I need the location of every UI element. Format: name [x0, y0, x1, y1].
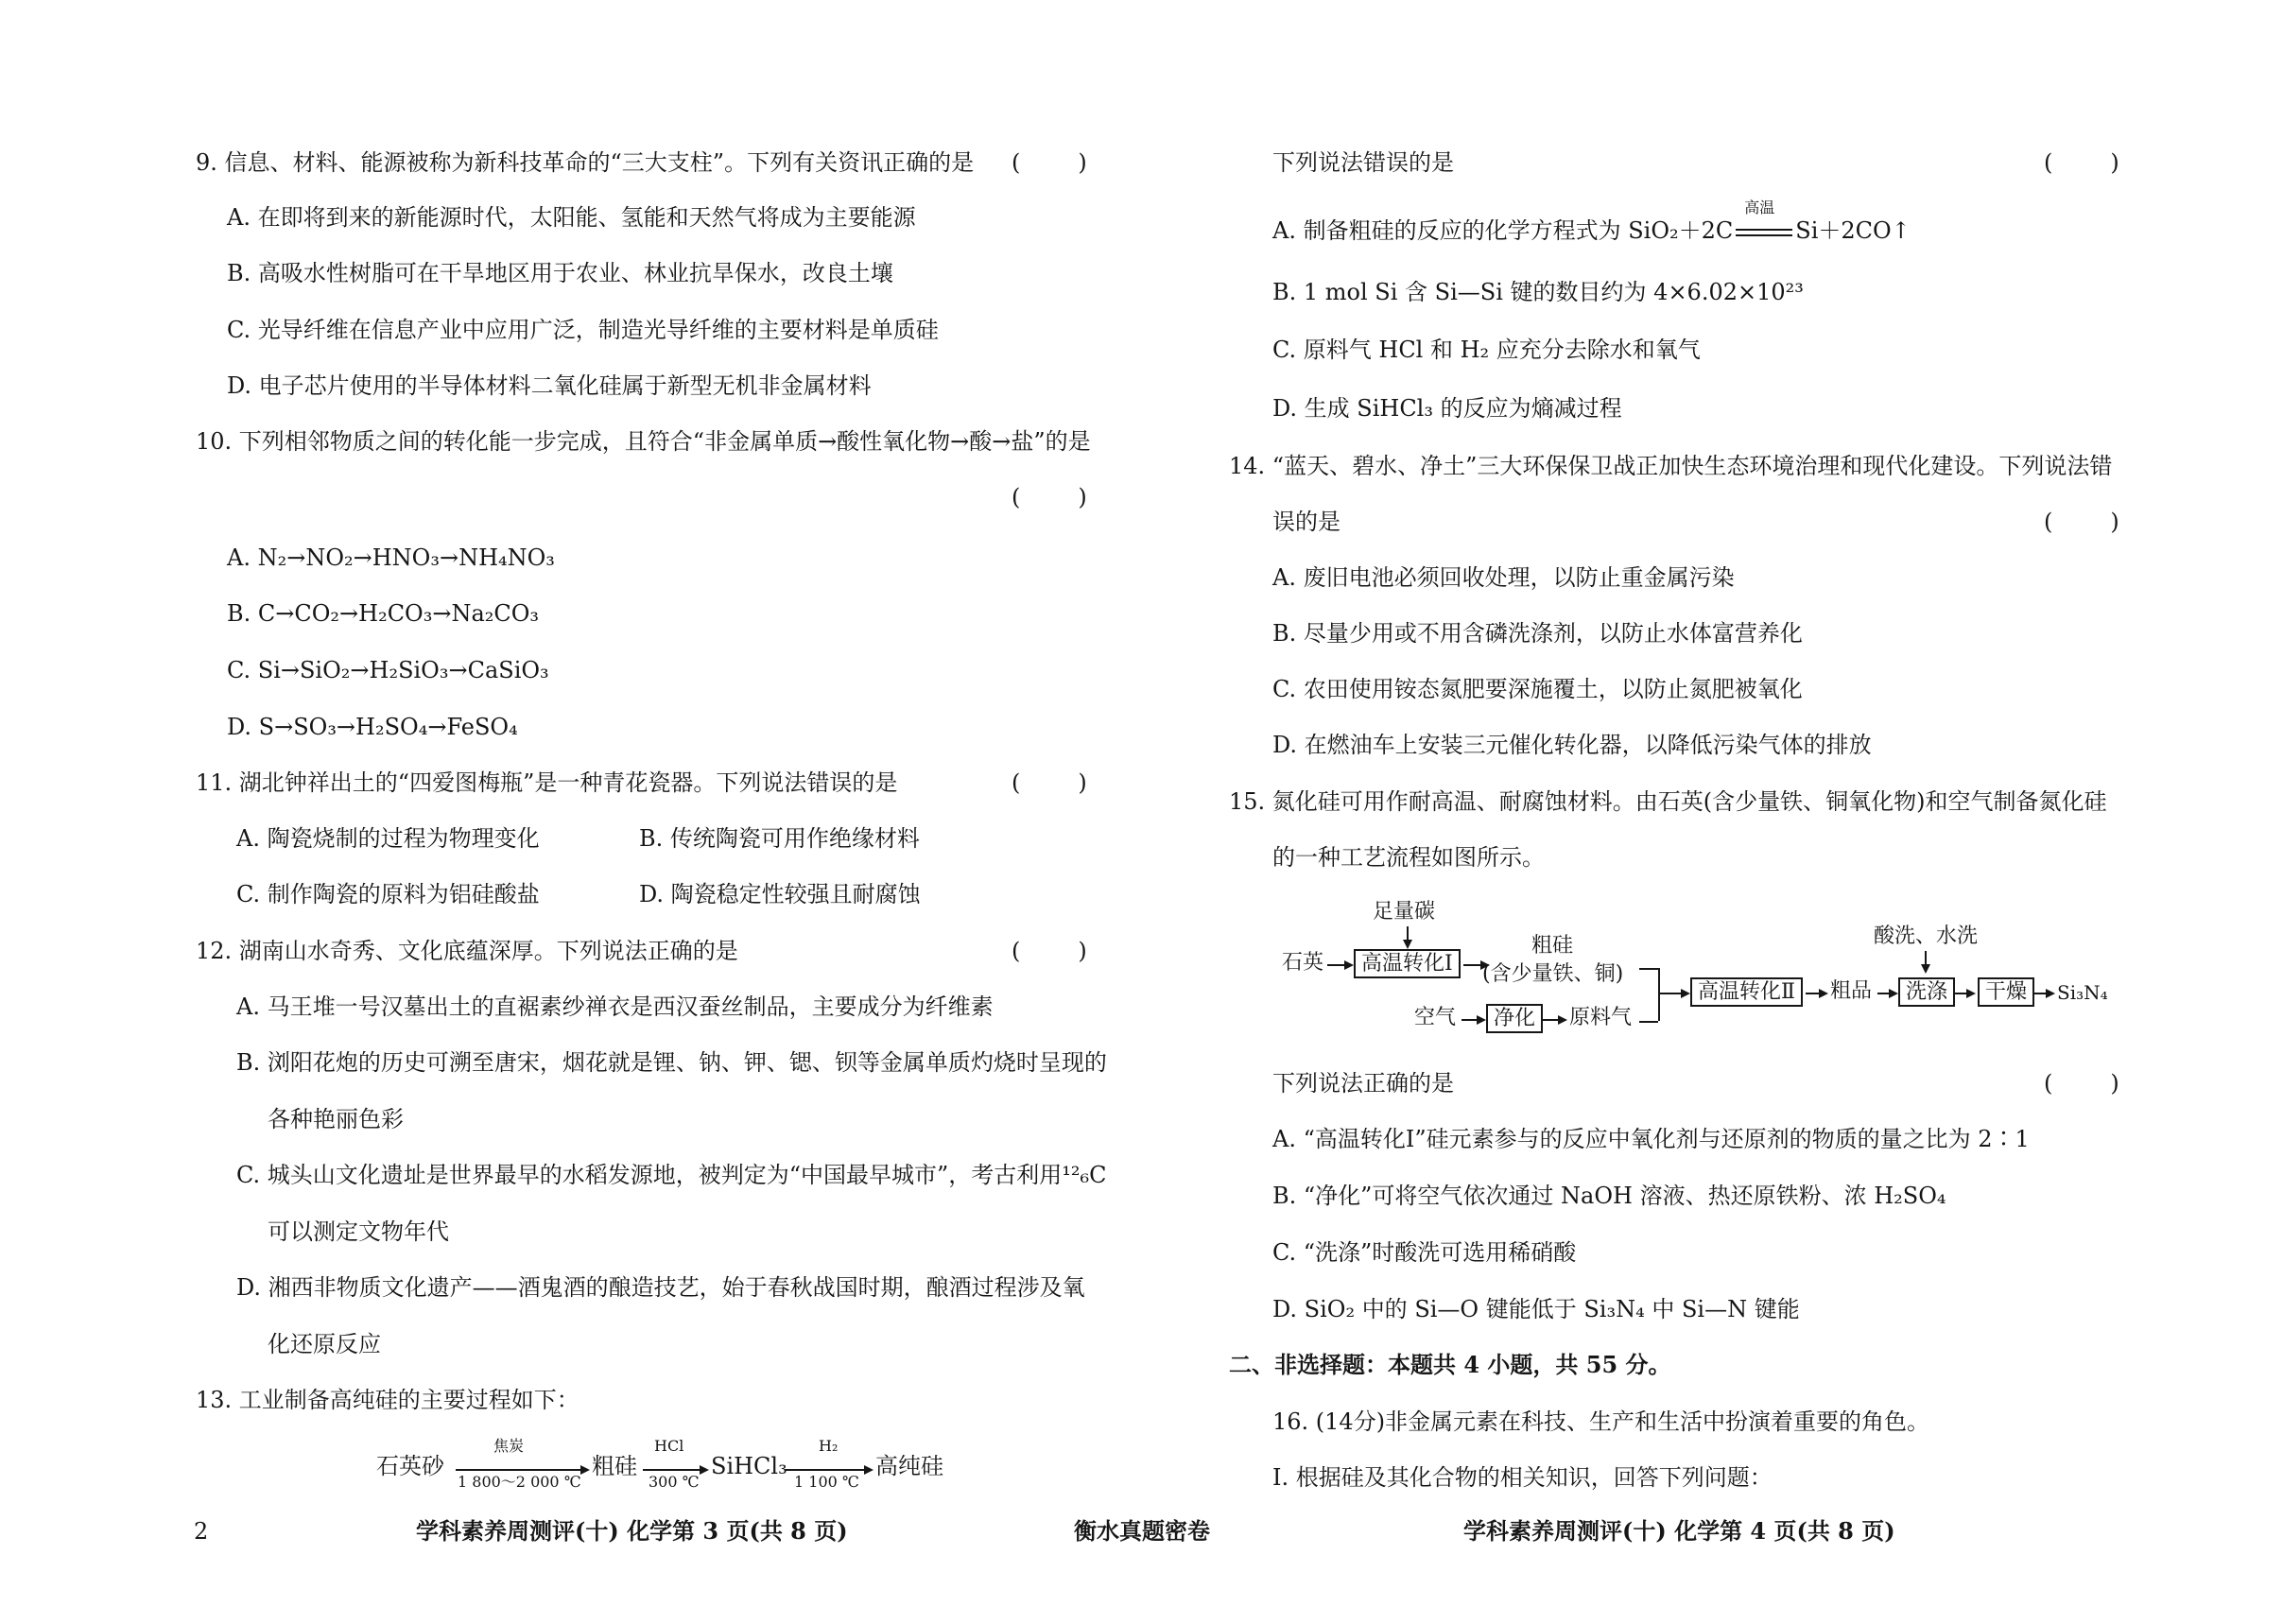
q13-flow-crude-si: 粗硅 [592, 1453, 637, 1479]
q13-option-a-text: A. 制备粗硅的反应的化学方程式为 SiO₂＋2C [1272, 217, 1734, 244]
q13-flow-arrow3-head [864, 1465, 873, 1475]
q13-flow-sihcl3: SiHCl₃ [711, 1453, 787, 1479]
q14-answer-bracket: ( ) [2044, 509, 2119, 535]
q10-option-d: D. S→SO₃→H₂SO₄→FeSO₄ [227, 714, 518, 740]
q15-stem-line2: 的一种工艺流程如图所示。 [1272, 844, 1545, 871]
q10-stem: 10. 下列相邻物质之间的转化能一步完成，且符合“非金属单质→酸性氧化物→酸→盐”的是 [196, 428, 1091, 455]
q13-flow-arrow1-line [456, 1469, 582, 1471]
q15-option-b: B. “净化”可将空气依次通过 NaOH 溶液、热还原铁粉、浓 H₂SO₄ [1272, 1183, 1946, 1209]
q13-flow-pure-si: 高纯硅 [875, 1453, 943, 1479]
q15-option-c: C. “洗涤”时酸洗可选用稀硝酸 [1272, 1239, 1577, 1266]
q15-flow-acid-arrowhead [1921, 964, 1930, 974]
q15-flow-acid-wash: 酸洗、水洗 [1874, 924, 1979, 948]
q9-stem: 9. 信息、材料、能源被称为新科技革命的“三大支柱”。下列有关资讯正确的是 [196, 149, 975, 176]
q15-flow-merge-line [1658, 968, 1660, 1021]
q11-option-b: B. 传统陶瓷可用作绝缘材料 [639, 825, 920, 852]
q15-flow-quartz-line [1327, 964, 1346, 966]
q11-option-c: C. 制作陶瓷的原料为铝硅酸盐 [236, 881, 540, 907]
q15-flow-wash [1898, 977, 1955, 1007]
q14-option-a: A. 废旧电池必须回收处理，以防止重金属污染 [1272, 564, 1735, 591]
q13-option-a-condition: 高温 [1744, 199, 1775, 216]
q15-flow-step1 [1354, 949, 1461, 978]
q15-flow-merge-top [1639, 968, 1658, 970]
q13-flow-arrow2-head [700, 1465, 709, 1475]
q9-option-d: D. 电子芯片使用的半导体材料二氧化硅属于新型无机非金属材料 [227, 372, 872, 399]
q15-option-d: D. SiO₂ 中的 Si—O 键能低于 Si₃N₄ 中 Si—N 键能 [1272, 1296, 1800, 1322]
q15-flow-step2-arrowhead [1819, 989, 1828, 998]
q15-flow-feed-gas: 原料气 [1569, 1006, 1633, 1029]
q15-flow-step1-line [1463, 964, 1482, 966]
q15-flow-merge-arrowhead [1681, 989, 1690, 998]
q14-stem-line1: 14. “蓝天、碧水、净土”三大环保保卫战正加快生态环境治理和现代化建设。下列说法错 [1229, 453, 2113, 479]
q12-option-b-line2: 各种艳丽色彩 [268, 1106, 404, 1132]
q15-flow-step2 [1690, 977, 1803, 1007]
q13-flow-cond1-bottom: 1 800～2 000 ℃ [458, 1473, 581, 1491]
q13-flow-cond3-bottom: 1 100 ℃ [794, 1473, 859, 1491]
footer-right: 学科素养周测评(十) 化学第 4 页(共 8 页) [1463, 1517, 1895, 1545]
q12-stem: 12. 湖南山水奇秀、文化底蕴深厚。下列说法正确的是 [196, 938, 738, 964]
q11-option-a: A. 陶瓷烧制的过程为物理变化 [236, 825, 540, 852]
q15-flow-merge-out [1658, 993, 1683, 994]
q15-flow-purify-box: 净化 [1486, 1004, 1543, 1033]
q13-flow-arrow3-line [785, 1469, 866, 1471]
q11-answer-bracket: ( ) [1012, 769, 1087, 796]
q9-option-b: B. 高吸水性树脂可在干旱地区用于农业、林业抗旱保水，改良土壤 [227, 260, 893, 286]
q15-flow-purify [1486, 1004, 1543, 1033]
q11-option-d: D. 陶瓷稳定性较强且耐腐蚀 [639, 881, 921, 907]
q16-stem: 16. (14分)非金属元素在科技、生产和生活中扮演着重要的角色。 [1272, 1408, 1930, 1435]
q16-part1: Ⅰ. 根据硅及其化合物的相关知识，回答下列问题： [1272, 1464, 1773, 1491]
q11-stem: 11. 湖北钟祥出土的“四爱图梅瓶”是一种青花瓷器。下列说法错误的是 [196, 769, 898, 796]
q15-flow-air-arrowhead [1477, 1015, 1486, 1025]
q15-flow-step2-box: 高温转化Ⅱ [1690, 977, 1803, 1007]
q9-option-c: C. 光导纤维在信息产业中应用广泛，制造光导纤维的主要材料是单质硅 [227, 317, 939, 343]
q13-flow-cond2-top: HCl [654, 1437, 684, 1455]
q15-flow-crude-si: 粗硅 [1531, 934, 1574, 958]
q14-option-d: D. 在燃油车上安装三元催化转化器，以降低污染气体的排放 [1272, 732, 1872, 758]
q15-flow-crude-si-note: (含少量铁、铜) [1482, 962, 1624, 986]
q15-flow-product: Si₃N₄ [2057, 981, 2108, 1004]
q12-option-a: A. 马王堆一号汉墓出土的直裾素纱禅衣是西汉蚕丝制品，主要成分为纤维素 [236, 993, 994, 1020]
q15-option-a: A. “高温转化Ⅰ”硅元素参与的反应中氧化剂与还原剂的物质的量之比为 2∶1 [1272, 1126, 2030, 1152]
q12-option-b-line1: B. 浏阳花炮的历史可溯至唐宋，烟花就是锂、钠、钾、锶、钡等金属单质灼烧时呈现的 [236, 1049, 1107, 1076]
q15-flow-quartz: 石英 [1282, 951, 1324, 975]
q13-flow-cond1-top: 焦炭 [493, 1437, 525, 1455]
q10-option-c: C. Si→SiO₂→H₂SiO₃→CaSiO₃ [227, 657, 549, 683]
q15-stem3: 下列说法正确的是 [1272, 1070, 1454, 1097]
q10-answer-bracket: ( ) [1012, 484, 1087, 510]
q14-stem-line2: 误的是 [1272, 509, 1340, 535]
q13-answer-bracket: ( ) [2044, 149, 2119, 176]
q13-option-d: D. 生成 SiHCl₃ 的反应为熵减过程 [1272, 395, 1622, 422]
q15-answer-bracket: ( ) [2044, 1070, 2119, 1097]
q13-stem: 13. 工业制备高纯硅的主要过程如下： [196, 1387, 579, 1413]
q13-option-c: C. 原料气 HCl 和 H₂ 应充分去除水和氧气 [1272, 337, 1701, 363]
q13-stem2: 下列说法错误的是 [1272, 149, 1454, 176]
q15-flow-quartz-arrowhead [1344, 960, 1354, 970]
q15-flow-wash-arrowhead [1966, 989, 1976, 998]
q13-flow-cond2-bottom: 300 ℃ [649, 1473, 700, 1491]
q10-option-b: B. C→CO₂→H₂CO₃→Na₂CO₃ [227, 600, 540, 627]
footer-left: 学科素养周测评(十) 化学第 3 页(共 8 页) [416, 1517, 848, 1545]
q10-option-a: A. N₂→NO₂→HNO₃→NH₄NO₃ [227, 544, 555, 571]
left-column [0, 0, 1107, 1624]
q13-option-a-arrow [1733, 199, 1795, 242]
q13-flow-arrow2-line [643, 1469, 701, 1471]
q13-option-a-products: Si＋2CO↑ [1795, 217, 1911, 244]
footer-center: 衡水真题密卷 [1074, 1517, 1210, 1545]
q9-option-a: A. 在即将到来的新能源时代，太阳能、氢能和天然气将成为主要能源 [227, 204, 916, 231]
q15-flow-merge-bottom [1639, 1021, 1658, 1023]
q15-flow-air: 空气 [1414, 1006, 1457, 1029]
q15-flow-crude-product: 粗品 [1830, 979, 1873, 1003]
q14-option-b: B. 尽量少用或不用含磷洗涤剂，以防止水体富营养化 [1272, 620, 1803, 647]
q13-flow-quartz-sand: 石英砂 [376, 1453, 444, 1479]
q15-flow-wash-box: 洗涤 [1898, 977, 1955, 1007]
q15-stem-line1: 15. 氮化硅可用作耐高温、耐腐蚀材料。由石英(含少量铁、铜氧化物)和空气制备氮化硅 [1229, 788, 2107, 815]
q12-option-c-line1: C. 城头山文化遗址是世界最早的水稻发源地，被判定为“中国最早城市”，考古利用¹²₆C [236, 1162, 1107, 1188]
q14-option-c: C. 农田使用铵态氮肥要深施覆土，以防止氮肥被氧化 [1272, 676, 1803, 702]
q15-flow-dry [1978, 977, 2034, 1007]
q13-flow-cond3-top: H₂ [819, 1437, 839, 1455]
q15-flow-crude-arrowhead [1889, 989, 1898, 998]
q15-flow-carbon-arrowhead [1403, 940, 1412, 949]
q13-option-b: B. 1 mol Si 含 Si—Si 键的数目约为 4×6.02×10²³ [1272, 279, 1804, 305]
page-number: 2 [194, 1518, 209, 1545]
q13-flow-arrow1-head [580, 1465, 590, 1475]
q15-flow-dry-box: 干燥 [1978, 977, 2034, 1007]
q9-answer-bracket: ( ) [1012, 149, 1087, 176]
q12-option-d-line1: D. 湘西非物质文化遗产——酒鬼酒的酿造技艺，始于春秋战国时期，酿酒过程涉及氧 [236, 1274, 1085, 1301]
q13-option-a [1272, 199, 1911, 244]
q12-option-d-line2: 化还原反应 [268, 1331, 381, 1357]
q15-flow-step1-box: 高温转化Ⅰ [1354, 949, 1461, 978]
section-two-heading: 二、非选择题：本题共 4 小题，共 55 分。 [1229, 1351, 1671, 1378]
q15-flow-dry-arrowhead [2046, 989, 2055, 998]
q15-flow-purify-arrowhead [1558, 1015, 1567, 1025]
q15-flow-purify-line [1541, 1019, 1560, 1021]
q12-answer-bracket: ( ) [1012, 938, 1087, 964]
q12-option-c-line2: 可以测定文物年代 [268, 1218, 449, 1245]
q15-flow-carbon: 足量碳 [1373, 900, 1436, 924]
